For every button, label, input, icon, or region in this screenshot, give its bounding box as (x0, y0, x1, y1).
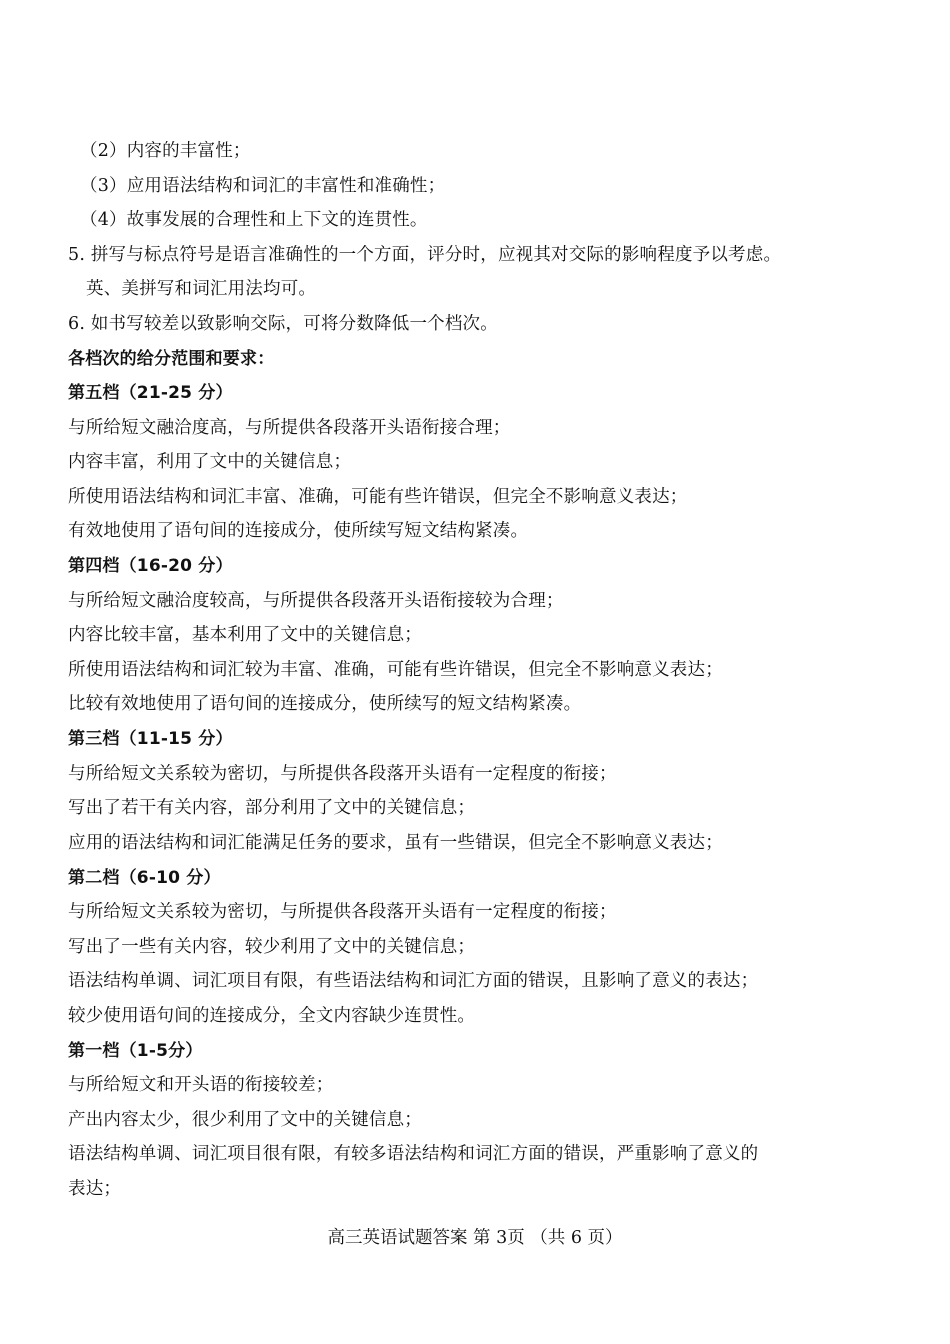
grade-title: 第二档（6-10 分） (68, 868, 221, 888)
grade-requirement: 与所给短文关系较为密切，与所提供各段落开头语有一定程度的衔接； (68, 902, 617, 922)
grade-requirement: 与所给短文融洽度较高，与所提供各段落开头语衔接较为合理； (68, 591, 564, 611)
page-footer: 高三英语试题答案 第 3页 （共 6 页） (327, 1228, 623, 1248)
criteria-item: （3）应用语法结构和词汇的丰富性和准确性； (80, 176, 446, 196)
grade-requirement: 与所给短文和开头语的衔接较差； (68, 1075, 334, 1095)
rule-5-continued: 英、美拼写和词汇用法均可。 (86, 279, 317, 299)
grade-requirement: 有效地使用了语句间的连接成分，使所续写短文结构紧凑。 (68, 521, 529, 541)
grade-title: 第四档（16-20 分） (68, 556, 233, 576)
grade-requirement: 与所给短文关系较为密切，与所提供各段落开头语有一定程度的衔接； (68, 764, 617, 784)
grade-requirement: 写出了若干有关内容，部分利用了文中的关键信息； (68, 798, 476, 818)
grade-requirement: 语法结构单调、词汇项目有限，有些语法结构和词汇方面的错误，且影响了意义的表达； (68, 971, 759, 991)
grade-title: 第五档（21-25 分） (68, 383, 233, 403)
rule-6: 6. 如书写较差以致影响交际，可将分数降低一个档次。 (68, 314, 498, 334)
grade-requirement: 内容丰富，利用了文中的关键信息； (68, 452, 352, 472)
grade-requirement: 所使用语法结构和词汇较为丰富、准确，可能有些许错误，但完全不影响意义表达； (68, 660, 723, 680)
grade-requirement: 写出了一些有关内容，较少利用了文中的关键信息； (68, 937, 476, 957)
grade-requirement: 较少使用语句间的连接成分，全文内容缺少连贯性。 (68, 1006, 476, 1026)
grade-title: 第一档（1-5分） (68, 1041, 203, 1061)
grade-requirement: 与所给短文融洽度高，与所提供各段落开头语衔接合理； (68, 418, 511, 438)
grade-requirement: 所使用语法结构和词汇丰富、准确，可能有些许错误，但完全不影响意义表达； (68, 487, 688, 507)
criteria-item: （4）故事发展的合理性和上下文的连贯性。 (80, 210, 428, 230)
grade-title: 第三档（11-15 分） (68, 729, 233, 749)
grade-requirement: 产出内容太少，很少利用了文中的关键信息； (68, 1110, 422, 1130)
grade-requirement: 表达； (68, 1179, 122, 1199)
grade-requirement: 语法结构单调、词汇项目很有限，有较多语法结构和词汇方面的错误，严重影响了意义的 (68, 1144, 759, 1164)
criteria-item: （2）内容的丰富性； (80, 141, 251, 161)
rule-5: 5. 拼写与标点符号是语言准确性的一个方面，评分时，应视其对交际的影响程度予以考虑。 (68, 245, 782, 265)
grade-requirement: 内容比较丰富，基本利用了文中的关键信息； (68, 625, 422, 645)
grade-requirement: 比较有效地使用了语句间的连接成分，使所续写的短文结构紧凑。 (68, 694, 582, 714)
grade-requirement: 应用的语法结构和词汇能满足任务的要求，虽有一些错误，但完全不影响意义表达； (68, 833, 723, 853)
grades-heading: 各档次的给分范围和要求： (68, 349, 275, 369)
